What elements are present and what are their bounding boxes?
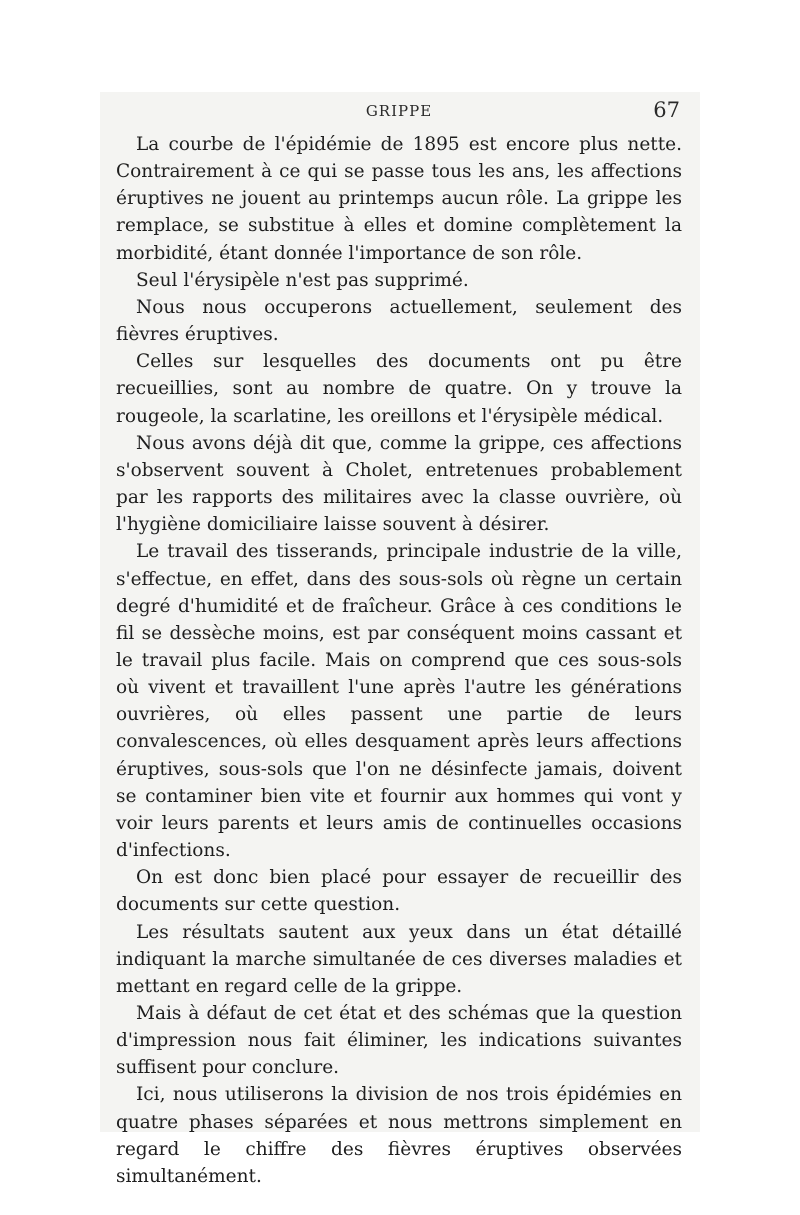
page-number: 67 [653,98,680,122]
paragraph: Ici, nous utiliserons la division de nos trois épidémies en quatre phases séparées et nous mettrons simplement en regard le chiffre des fièvres éruptives observées simultanément. [116,1084,682,1187]
paragraph: Mais à défaut de cet état et des schémas que la question d'impression nous fait éliminer, les indications suivantes suffisent pour conclure. [116,1003,682,1079]
paragraph: Seul l'érysipèle n'est pas supprimé. [136,269,469,291]
body-text [116,131,682,1190]
paragraph: Celles sur lesquelles des documents ont pu être recueillies, sont au nombre de quatre. On y trouve la rougeole, la scarlatine, les oreillons et l'érysipèle médical. [116,351,682,427]
paragraph: On est donc bien placé pour essayer de recueillir des documents sur cette question. [116,867,682,916]
running-header [116,98,682,128]
paragraph: Les résultats sautent aux yeux dans un état détaillé indiquant la marche simultanée de ces diverses maladies et mettant en regard celle de la grippe. [116,921,682,997]
paragraph: Nous nous occuperons actuellement, seulement des fièvres éruptives. [116,296,682,346]
paragraph: La courbe de l'épidémie de 1895 est encore plus nette. Contrairement à ce qui se passe tous les ans, les affections éruptives ne jouent au printemps aucun rôle. La grippe les remplace, se substitue à elles et domine complètement la morbidité, étant donnée l'importance de son rôle. [116,134,682,264]
paragraph: Nous avons déjà dit que, comme la grippe, ces affections s'observent souvent à Cholet, entretenues probablement par les rapports des militaires avec la classe ouvrière, où l'hygiène domiciliaire laisse souvent à désirer. [116,432,682,536]
paragraph: Le travail des tisserands, principale industrie de la ville, s'effectue, en effet, dans des sous-sols où règne un certain degré d'humidité et de fraîcheur. Grâce à ces conditions le fil se dessèche moins, est par conséquent moins cassant et le travail plus facile. Mais on comprend que ces sous-sols où vivent et travaillent l'une après l'autre les générations ouvrières, où elles passent une partie de leurs convalescences, où elles desquament après leurs affections éruptives, sous-sols que l'on ne désinfecte jamais, doivent se contaminer bien vite et fournir aux hommes qui vont y voir leurs parents et leurs amis de continuelles occasions d'infections. [116,541,682,862]
running-head-title: GRIPPE [365,102,433,120]
